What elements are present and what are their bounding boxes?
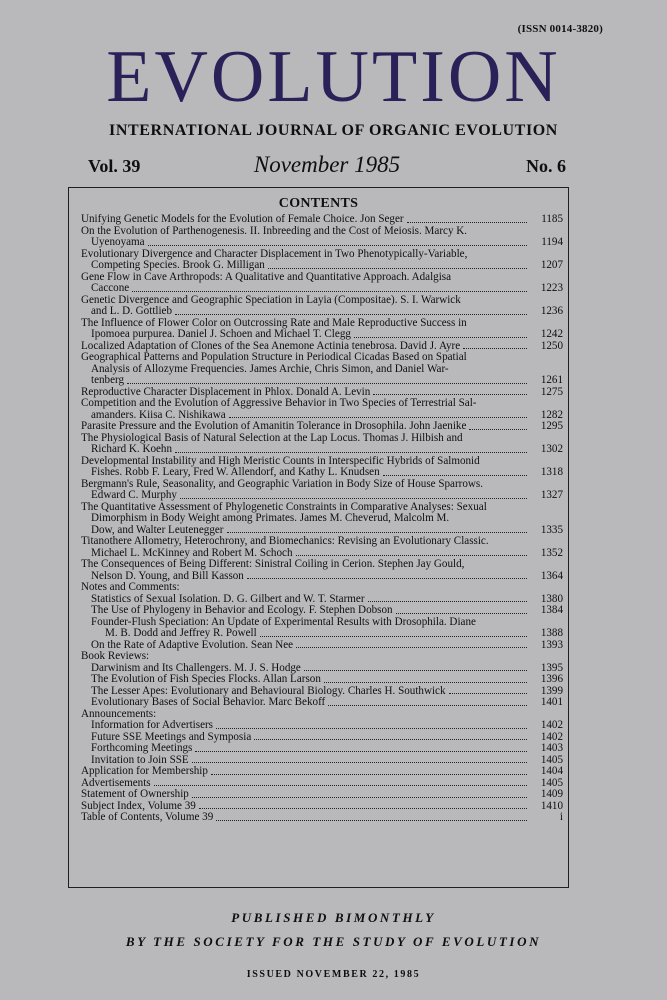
page-number: 1352 xyxy=(540,546,563,559)
leader-dots xyxy=(254,732,527,741)
entry-line: Michael L. McKinney and Robert M. Schoch xyxy=(91,546,293,559)
toc-entry xyxy=(81,720,563,732)
page-number: 1402 xyxy=(540,730,563,743)
page-number: 1399 xyxy=(540,684,563,697)
leader-dots xyxy=(216,720,527,729)
page-number: 1384 xyxy=(540,604,563,616)
toc-entry xyxy=(81,617,563,640)
entry-line: Edward C. Murphy xyxy=(91,489,177,501)
entry-line: Future SSE Meetings and Symposia xyxy=(91,730,252,743)
contents-box xyxy=(68,187,569,888)
entry-line: Evolutionary Divergence and Character Displacement in Two Phenotypically-Variable, xyxy=(81,248,468,260)
entry-line: Titanothere Allometry, Heterochrony, and Biomechanics: Revising an Evolutionary Classic. xyxy=(81,536,489,547)
publisher-society: BY THE SOCIETY FOR THE STUDY OF EVOLUTION xyxy=(125,934,542,949)
leader-dots xyxy=(192,789,527,798)
leader-dots xyxy=(324,674,527,683)
toc-entry xyxy=(81,318,563,341)
entry-line: Darwinism and Its Challengers. M. J. S. Hodge xyxy=(91,661,301,674)
announcements-heading: Announcements: xyxy=(81,707,157,720)
entry-line: Geographical Patterns and Population Structure in Periodical Cicadas Based on Spatial xyxy=(81,352,467,363)
entry-line: Dow, and Walter Leutenegger xyxy=(91,523,224,536)
entry-line: Bergmann's Rule, Seasonality, and Geographic Variation in Body Size of House Sparrows. xyxy=(81,478,484,490)
page-number: 1327 xyxy=(540,489,563,501)
page-number: 1335 xyxy=(540,523,563,536)
page-number: 1236 xyxy=(540,305,563,317)
issue-date: November 1985 xyxy=(253,152,401,177)
notes-heading: Notes and Comments: xyxy=(81,581,180,593)
leader-dots xyxy=(354,329,527,338)
journal-title: EVOLUTION xyxy=(106,36,561,118)
leader-dots xyxy=(175,444,527,453)
page-number: 1404 xyxy=(540,765,563,777)
contents-heading: CONTENTS xyxy=(278,196,359,211)
entry-line: Fishes. Robb F. Leary, Fred W. Allendorf, and Kathy L. Knudsen xyxy=(91,466,380,478)
toc-entry xyxy=(81,295,563,318)
back-matter-list xyxy=(81,766,563,824)
entry-line: tenberg xyxy=(91,374,125,386)
page-number: 1396 xyxy=(540,673,563,685)
page-number: 1242 xyxy=(540,328,563,340)
page-number: 1405 xyxy=(540,776,563,789)
page-number: 1409 xyxy=(540,788,563,800)
leader-dots xyxy=(154,778,527,787)
toc-entry xyxy=(81,249,563,272)
toc-entry xyxy=(81,789,563,801)
toc-entry xyxy=(81,387,563,399)
toc-entry xyxy=(81,605,563,617)
leader-dots xyxy=(247,571,527,580)
notes-list xyxy=(81,594,563,652)
entry-line: The Lesser Apes: Evolutionary and Behavioural Biology. Charles H. Southwick xyxy=(91,684,446,697)
entry-line: Ipomoea purpurea. Daniel J. Schoen and Michael T. Clegg xyxy=(91,328,351,340)
toc-entry xyxy=(81,226,563,249)
toc-entry xyxy=(81,456,563,479)
leader-dots xyxy=(260,628,527,637)
toc-entry xyxy=(81,352,563,387)
issued-date: ISSUED NOVEMBER 22, 1985 xyxy=(246,969,421,980)
entry-line: Competing Species. Brook G. Milligan xyxy=(91,259,265,271)
page-number: 1380 xyxy=(540,592,563,605)
volume-label: Vol. 39 xyxy=(88,156,141,176)
leader-dots xyxy=(463,341,527,350)
entry-line: Unifying Genetic Models for the Evolution of Female Choice. Jon Seger xyxy=(81,213,404,225)
toc-entry xyxy=(81,479,563,502)
page-number: 1393 xyxy=(540,638,563,651)
leader-dots xyxy=(396,605,527,614)
entry-line: Dimorphism in Body Weight among Primates. James M. Cheverud, Malcolm M. xyxy=(91,513,450,524)
entry-line: Statement of Ownership xyxy=(81,788,189,800)
page-number: 1295 xyxy=(540,420,563,432)
toc-entry xyxy=(81,341,563,353)
page-number: 1250 xyxy=(540,339,563,352)
entry-line: amanders. Kiisa C. Nishikawa xyxy=(91,408,226,421)
leader-dots xyxy=(175,306,527,315)
page-number: i xyxy=(559,811,563,823)
leader-dots xyxy=(296,640,527,649)
entry-line: Genetic Divergence and Geographic Speciation in Layia (Compositae). S. I. Warwick xyxy=(81,294,461,306)
reviews-heading: Book Reviews: xyxy=(81,650,150,662)
entry-line: The Quantitative Assessment of Phylogenetic Constraints in Comparative Analyses: Sexual xyxy=(81,501,487,513)
page-number: 1403 xyxy=(540,742,563,754)
entry-line: The Use of Phylogeny in Behavior and Ecology. F. Stephen Dobson xyxy=(91,604,393,616)
leader-dots xyxy=(368,594,527,603)
journal-subtitle: INTERNATIONAL JOURNAL OF ORGANIC EVOLUTION xyxy=(109,122,558,139)
toc-entry xyxy=(81,272,563,295)
leader-dots xyxy=(192,755,527,764)
published-bimonthly: PUBLISHED BIMONTHLY xyxy=(231,910,436,925)
entry-line: Table of Contents, Volume 39 xyxy=(81,811,214,823)
reviews-list xyxy=(81,663,563,709)
entry-line: Evolutionary Bases of Social Behavior. Marc Bekoff xyxy=(91,696,326,708)
page-number: 1401 xyxy=(540,696,563,708)
entry-line: Statistics of Sexual Isolation. D. G. Gilbert and W. T. Starmer xyxy=(91,592,365,605)
leader-dots xyxy=(296,548,528,557)
leader-dots xyxy=(268,260,527,269)
page-number: 1402 xyxy=(540,719,563,731)
page-number: 1410 xyxy=(540,799,563,812)
leader-dots xyxy=(469,421,527,430)
toc-entry xyxy=(81,214,563,226)
entry-line: M. B. Dodd and Jeffrey R. Powell xyxy=(105,627,257,639)
entry-line: Information for Advertisers xyxy=(91,719,213,731)
toc-entry xyxy=(81,559,563,582)
toc-entry xyxy=(81,743,563,755)
leader-dots xyxy=(373,387,527,396)
entry-line: Subject Index, Volume 39 xyxy=(81,799,196,812)
page-number: 1185 xyxy=(541,213,563,225)
entry-line: Competition and the Evolution of Aggressive Behavior in Two Species of Terrestrial Sal- xyxy=(81,398,477,409)
articles-list xyxy=(81,214,563,582)
page-number: 1364 xyxy=(540,569,563,582)
leader-dots xyxy=(304,663,527,672)
leader-dots xyxy=(449,686,527,695)
toc-entry xyxy=(81,433,563,456)
toc-entry xyxy=(81,697,563,709)
table-of-contents xyxy=(81,214,563,824)
page-number: 1194 xyxy=(541,236,563,248)
entry-line: The Consequences of Being Different: Sinistral Coiling in Cerion. Stephen Jay Gould, xyxy=(81,559,465,570)
leader-dots xyxy=(227,525,528,534)
toc-entry xyxy=(81,640,563,652)
leader-dots xyxy=(407,214,527,223)
issue-number: No. 6 xyxy=(526,156,566,176)
entry-line: and L. D. Gottlieb xyxy=(91,305,173,317)
page-number: 1261 xyxy=(540,374,563,386)
toc-entry xyxy=(81,812,563,824)
entry-line: On the Rate of Adaptive Evolution. Sean Nee xyxy=(91,638,294,651)
entry-line: Forthcoming Meetings xyxy=(91,742,193,754)
leader-dots xyxy=(211,766,527,775)
page-number: 1302 xyxy=(540,443,563,455)
entry-line: Advertisements xyxy=(81,776,151,789)
page-number: 1275 xyxy=(540,385,563,398)
entry-line: Uyenoyama xyxy=(91,236,145,248)
page-number: 1388 xyxy=(540,627,563,639)
page-number: 1395 xyxy=(540,661,563,674)
entry-line: Reproductive Character Displacement in Phlox. Donald A. Levin xyxy=(81,385,371,398)
volume-row xyxy=(88,152,566,180)
page-number: 1282 xyxy=(540,408,563,421)
toc-entry xyxy=(81,421,563,433)
leader-dots xyxy=(180,490,527,499)
entry-line: Invitation to Join SSE xyxy=(91,753,189,766)
entry-line: Richard K. Koehn xyxy=(91,443,173,455)
entry-line: The Physiological Basis of Natural Selection at the Lap Locus. Thomas J. Hilbish and xyxy=(81,432,463,444)
leader-dots xyxy=(216,812,527,821)
leader-dots xyxy=(229,410,527,419)
toc-entry xyxy=(81,766,563,778)
toc-entry xyxy=(81,502,563,537)
page-number: 1223 xyxy=(540,282,563,294)
leader-dots xyxy=(132,283,527,292)
page-number: 1207 xyxy=(540,259,563,271)
entry-line: Localized Adaptation of Clones of the Sea Anemone Actinia tenebrosa. David J. Ayre xyxy=(81,339,461,352)
toc-entry xyxy=(81,674,563,686)
entry-line: On the Evolution of Parthenogenesis. II. Inbreeding and the Cost of Meiosis. Marcy K. xyxy=(81,225,468,237)
issn-number: (ISSN 0014-3820) xyxy=(517,23,603,35)
entry-line: Gene Flow in Cave Arthropods: A Qualitative and Quantitative Approach. Adalgisa xyxy=(81,271,452,283)
leader-dots xyxy=(127,375,527,384)
entry-line: The Influence of Flower Color on Outcrossing Rate and Male Reproductive Success in xyxy=(81,317,467,329)
toc-entry xyxy=(81,536,563,559)
entry-line: Caccone xyxy=(91,282,130,294)
leader-dots xyxy=(195,743,527,752)
toc-entry xyxy=(81,398,563,421)
leader-dots xyxy=(328,697,527,706)
leader-dots xyxy=(148,237,527,246)
entry-line: Parasite Pressure and the Evolution of Amanitin Tolerance in Drosophila. John Jaenike xyxy=(81,420,467,432)
entry-line: Founder-Flush Speciation: An Update of Experimental Results with Drosophila. Diane xyxy=(91,616,476,628)
entry-line: The Evolution of Fish Species Flocks. Allan Larson xyxy=(91,673,321,685)
entry-line: Application for Membership xyxy=(81,765,208,777)
leader-dots xyxy=(199,801,527,810)
entry-line: Developmental Instability and High Meristic Counts in Interspecific Hybrids of Salmonid xyxy=(81,455,480,467)
leader-dots xyxy=(383,467,527,476)
announcements-list xyxy=(81,720,563,766)
page-number: 1318 xyxy=(540,466,563,478)
page-number: 1405 xyxy=(540,753,563,766)
entry-line: Nelson D. Young, and Bill Kasson xyxy=(91,569,244,582)
entry-line: Analysis of Allozyme Frequencies. James Archie, Chris Simon, and Daniel War- xyxy=(91,363,449,375)
